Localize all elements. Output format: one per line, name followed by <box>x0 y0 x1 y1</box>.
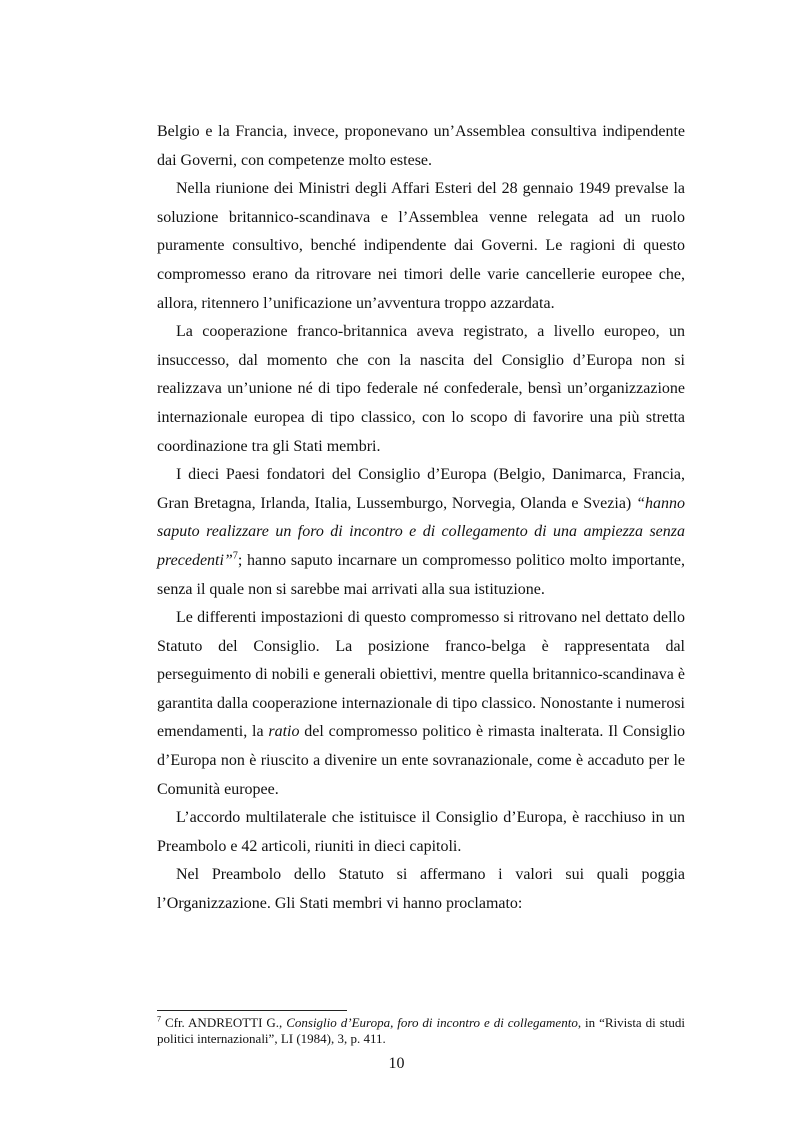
paragraph-4-text-a: I dieci Paesi fondatori del Consiglio d’Europa (Belgio, Danimarca, Francia, Gran Bretagna, Irlanda, Italia, Lussemburgo, Norvegia, Olanda e Svezia) <box>157 466 685 512</box>
paragraph-5-ratio: ratio <box>268 723 300 741</box>
paragraph-4-quote: “hanno saputo realizzare un foro di incontro e di collegamento di una ampiezza senza precedenti” <box>157 494 685 569</box>
paragraph-2: Nella riunione dei Ministri degli Affari Esteri del 28 gennaio 1949 prevalse la soluzione britannico-scandinava e l’Assemblea venne relegata ad un ruolo puramente consultivo, benché indipendente dai Governi. Le ragioni di questo compromesso erano da ritrovare nei timori delle varie cancellerie europee che, allora, ritennero l’unificazione un’avventura troppo azzardata. <box>157 180 685 312</box>
footnote-divider <box>157 1010 347 1011</box>
paragraph-5-text-b: del compromesso politico è rimasta inalterata. Il Consiglio d’Europa non è riuscito a divenire un ente sovranazionale, come è accaduto per le Comunità europee. <box>157 723 685 798</box>
paragraph-6: L’accordo multilaterale che istituisce il Consiglio d’Europa, è racchiuso in un Preambolo e 42 articoli, riuniti in dieci capitoli. <box>157 809 685 855</box>
paragraph-1: Belgio e la Francia, invece, proponevano un’Assemblea consultiva indipendente dai Governi, con competenze molto estese. <box>157 123 685 169</box>
paragraph-7: Nel Preambolo dello Statuto si affermano i valori sui quali poggia l’Organizzazione. Gli Stati membri vi hanno proclamato: <box>157 866 685 913</box>
footnote-text-b: , in “Rivista di studi politici internazionali”, LI (1984), 3, p. 411. <box>157 1015 685 1046</box>
page-number: 10 <box>388 1055 405 1072</box>
paragraph-4 <box>157 461 685 604</box>
paragraph-3: La cooperazione franco-britannica aveva registrato, a livello europeo, un insuccesso, dal momento che con la nascita del Consiglio d’Europa non si realizzava un’unione né di tipo federale né confederale, bensì un’organizzazione internazionale europea di tipo classico, con lo scopo di favorire una più stretta coordinazione tra gli Stati membri. <box>157 323 685 455</box>
footnote-title: Consiglio d’Europa, foro di incontro e di collegamento <box>286 1015 578 1030</box>
footnote <box>157 1015 685 1047</box>
footnote-text-a: Cfr. ANDREOTTI G., <box>161 1015 287 1030</box>
footnote-mark: 7 <box>157 1014 161 1024</box>
page-body <box>157 118 685 919</box>
paragraph-5-text-a: Le differenti impostazioni di questo compromesso si ritrovano nel dettato dello Statuto del Consiglio. La posizione franco-belga è rappresentata dal perseguimento di nobili e generali obiettivi, mentre quella britannico-scandinava è garantita dalla cooperazione internazionale di tipo classico. Nonostante i numerosi emendamenti, la <box>157 609 685 741</box>
footnote-reference: 7 <box>232 550 238 562</box>
paragraph-5 <box>157 604 685 804</box>
paragraph-4-text-b: ; hanno saputo incarnare un compromesso politico molto importante, senza il quale non si sarebbe mai arrivati alla sua istituzione. <box>157 551 685 598</box>
